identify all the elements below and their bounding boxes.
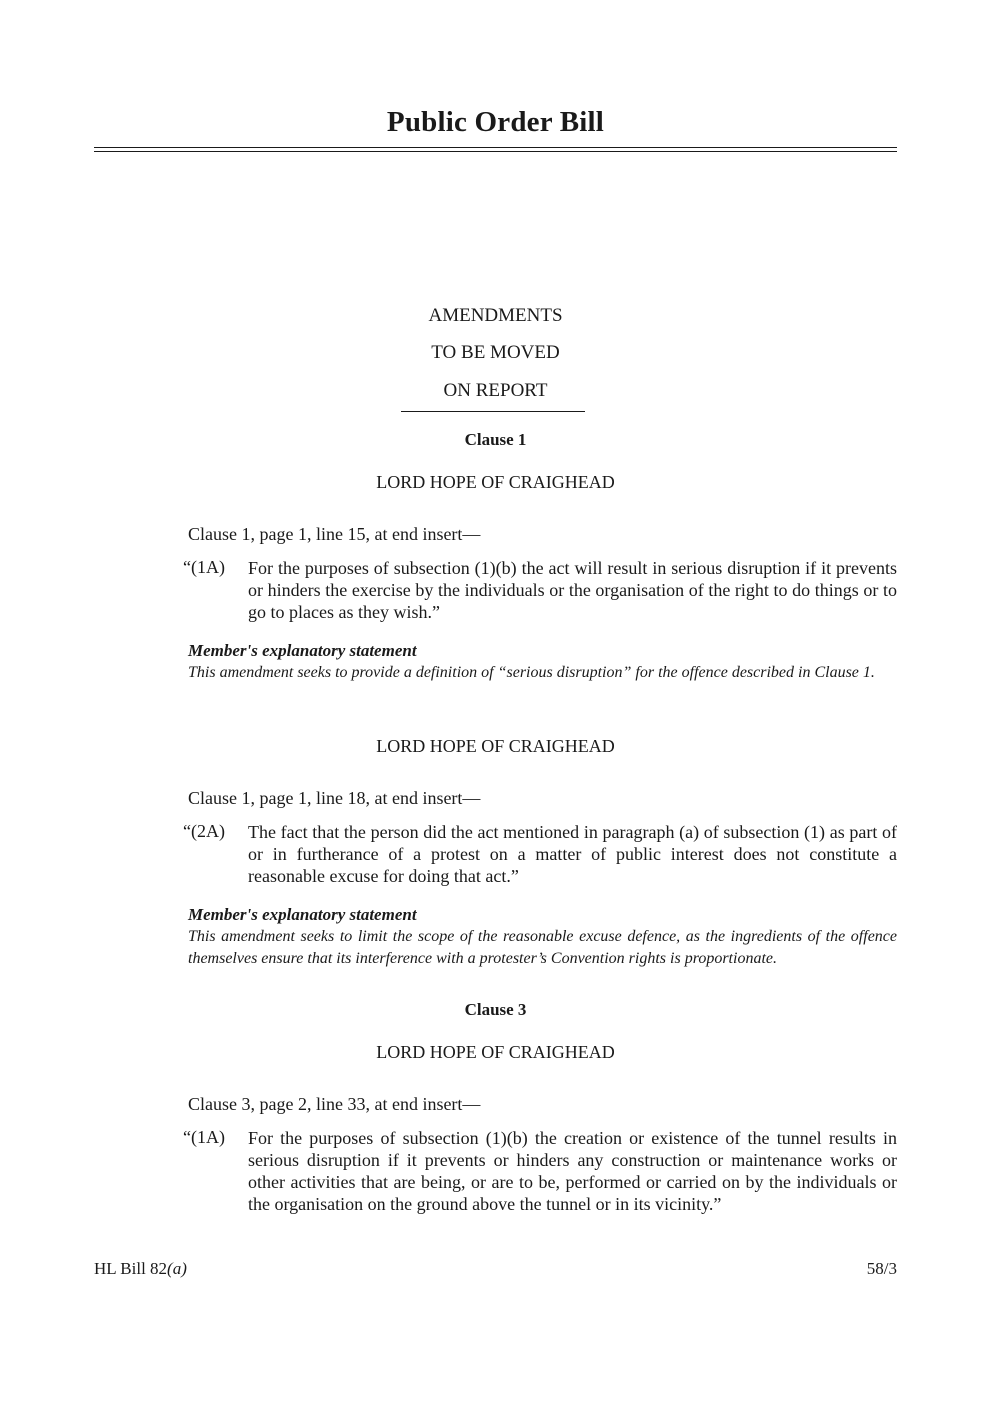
- statement-heading: Member's explanatory statement: [188, 905, 417, 924]
- clause-heading: Clause 1: [464, 430, 527, 449]
- heading-rule: [401, 411, 585, 412]
- heading-line-1: AMENDMENTS: [428, 305, 563, 326]
- amendment-text: For the purposes of subsection (1)(b) the act will result in serious disruption if it prevents or hinders the exercise by the individuals or the organisation of the right to do things or to go to places as they wish.”: [248, 558, 897, 622]
- statement-body: This amendment seeks to limit the scope of the reasonable excuse defence, as the ingredients of the offence themselves ensure that its interference with a protester’s Convention rights is proportionate.: [188, 928, 897, 967]
- amendment-number: “(1A): [183, 557, 225, 577]
- statement-body: This amendment seeks to provide a definition of “serious disruption” for the offence described in Clause 1.: [188, 664, 875, 681]
- statement-heading: Member's explanatory statement: [188, 641, 417, 660]
- amendment-number: “(2A): [183, 821, 225, 841]
- amendment-text: For the purposes of subsection (1)(b) the creation or existence of the tunnel results in serious disruption if it prevents or hinders any construction or maintenance works or other activities that are being, or are to be, performed or carried on by the individuals or the organisation on the ground above the tunnel or in its vicinity.”: [248, 1128, 897, 1214]
- footer-bill-reference: [94, 1259, 187, 1279]
- amendment-instruction: Clause 1, page 1, line 15, at end insert—: [188, 524, 481, 544]
- title-rule-bottom: [94, 151, 897, 152]
- amendment-instruction: Clause 3, page 2, line 33, at end insert—: [188, 1094, 481, 1114]
- clause-heading: Clause 3: [464, 1000, 527, 1019]
- bill-suffix: (a): [167, 1259, 187, 1278]
- page-title: Public Order Bill: [386, 106, 605, 138]
- title-rule-top: [94, 147, 897, 148]
- heading-line-2: TO BE MOVED: [431, 342, 560, 363]
- amendment-text: The fact that the person did the act mentioned in paragraph (a) of subsection (1) as part of or in furtherance of a protest on a matter of public interest does not constitute a reasonable excuse for doing that act.”: [248, 822, 897, 886]
- bill-number: HL Bill 82: [94, 1259, 168, 1278]
- member-name: LORD HOPE OF CRAIGHEAD: [376, 1042, 615, 1062]
- amendment-number: “(1A): [183, 1127, 225, 1147]
- amendment-instruction: Clause 1, page 1, line 18, at end insert—: [188, 788, 481, 808]
- member-name: LORD HOPE OF CRAIGHEAD: [376, 472, 615, 492]
- member-name: LORD HOPE OF CRAIGHEAD: [376, 736, 615, 756]
- heading-line-3: ON REPORT: [443, 380, 548, 401]
- footer-page-reference: 58/3: [866, 1259, 897, 1278]
